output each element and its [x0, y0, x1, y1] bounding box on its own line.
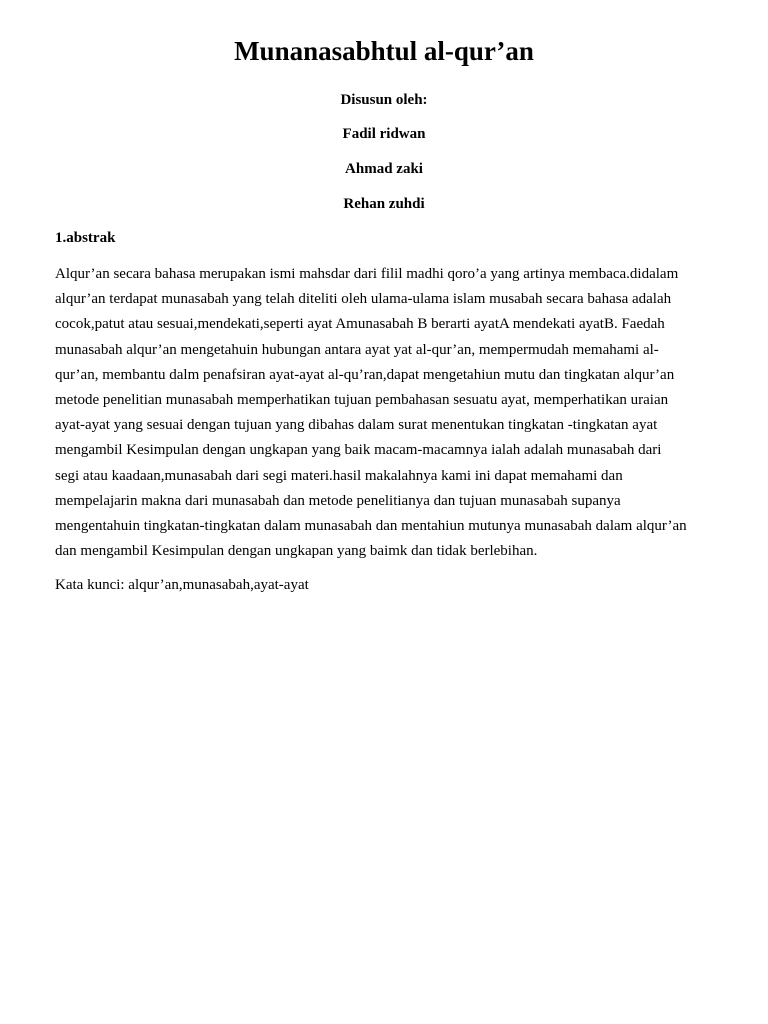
authors-label: Disusun oleh: — [340, 92, 428, 108]
author-name: Ahmad zaki — [345, 161, 423, 177]
section-heading-abstract: 1.abstrak — [55, 230, 116, 246]
abstract-line: qur’an, membantu dalm penafsiran ayat-ayat al-qu’ran,dapat mengetahiun mutu dan tingkatan alqur’an — [55, 366, 675, 383]
keywords-line: Kata kunci: alqur’an,munasabah,ayat-ayat — [55, 577, 309, 593]
author-name: Rehan zuhdi — [343, 196, 425, 212]
document-title: Munanasabhtul al-qur’an — [234, 36, 534, 66]
abstract-line: mempelajarin makna dari munasabah dan metode penelitianya dan tujuan munasabah supanya — [55, 492, 621, 509]
author-name: Fadil ridwan — [342, 126, 426, 142]
abstract-paragraph — [55, 262, 715, 564]
abstract-line: alqur’an terdapat munasabah yang telah diteliti oleh ulama-ulama islam musabah secara bahasa adalah — [55, 291, 672, 308]
abstract-line: cocok,patut atau sesuai,mendekati,seperti ayat Amunasabah B berarti ayatA mendekati ayatB. Faedah — [55, 316, 665, 333]
abstract-line: ayat-ayat yang sesuai dengan tujuan yang dibahas dalam surat menentukan tingkatan -tingkatan ayat — [55, 417, 658, 434]
abstract-line: segi atau kaadaan,munasabah dari segi materi.hasil makalahnya kami ini dapat memahami dan — [55, 467, 623, 484]
abstract-line: mengentahuin tingkatan-tingkatan dalam munasabah dan mentahiun mutunya munasabah dalam alqur’an — [55, 518, 687, 535]
abstract-line: mengambil Kesimpulan dengan ungkapan yang baik macam-macamnya ialah adalah munasabah dari — [55, 442, 662, 459]
abstract-line: dan mengambil Kesimpulan dengan ungkapan yang baimk dan tidak berlebihan. — [55, 543, 538, 560]
abstract-line: Alqur’an secara bahasa merupakan ismi mahsdar dari filil madhi qoro’a yang artinya membaca.didalam — [55, 266, 679, 282]
abstract-line: munasabah alqur’an mengetahuin hubungan antara ayat yat al-qur’an, mempermudah memahami al- — [55, 341, 659, 358]
abstract-line: metode penelitian munasabah memperhatikan tujuan pembahasan sesuatu ayat, memperhatikan uraian — [55, 392, 669, 409]
